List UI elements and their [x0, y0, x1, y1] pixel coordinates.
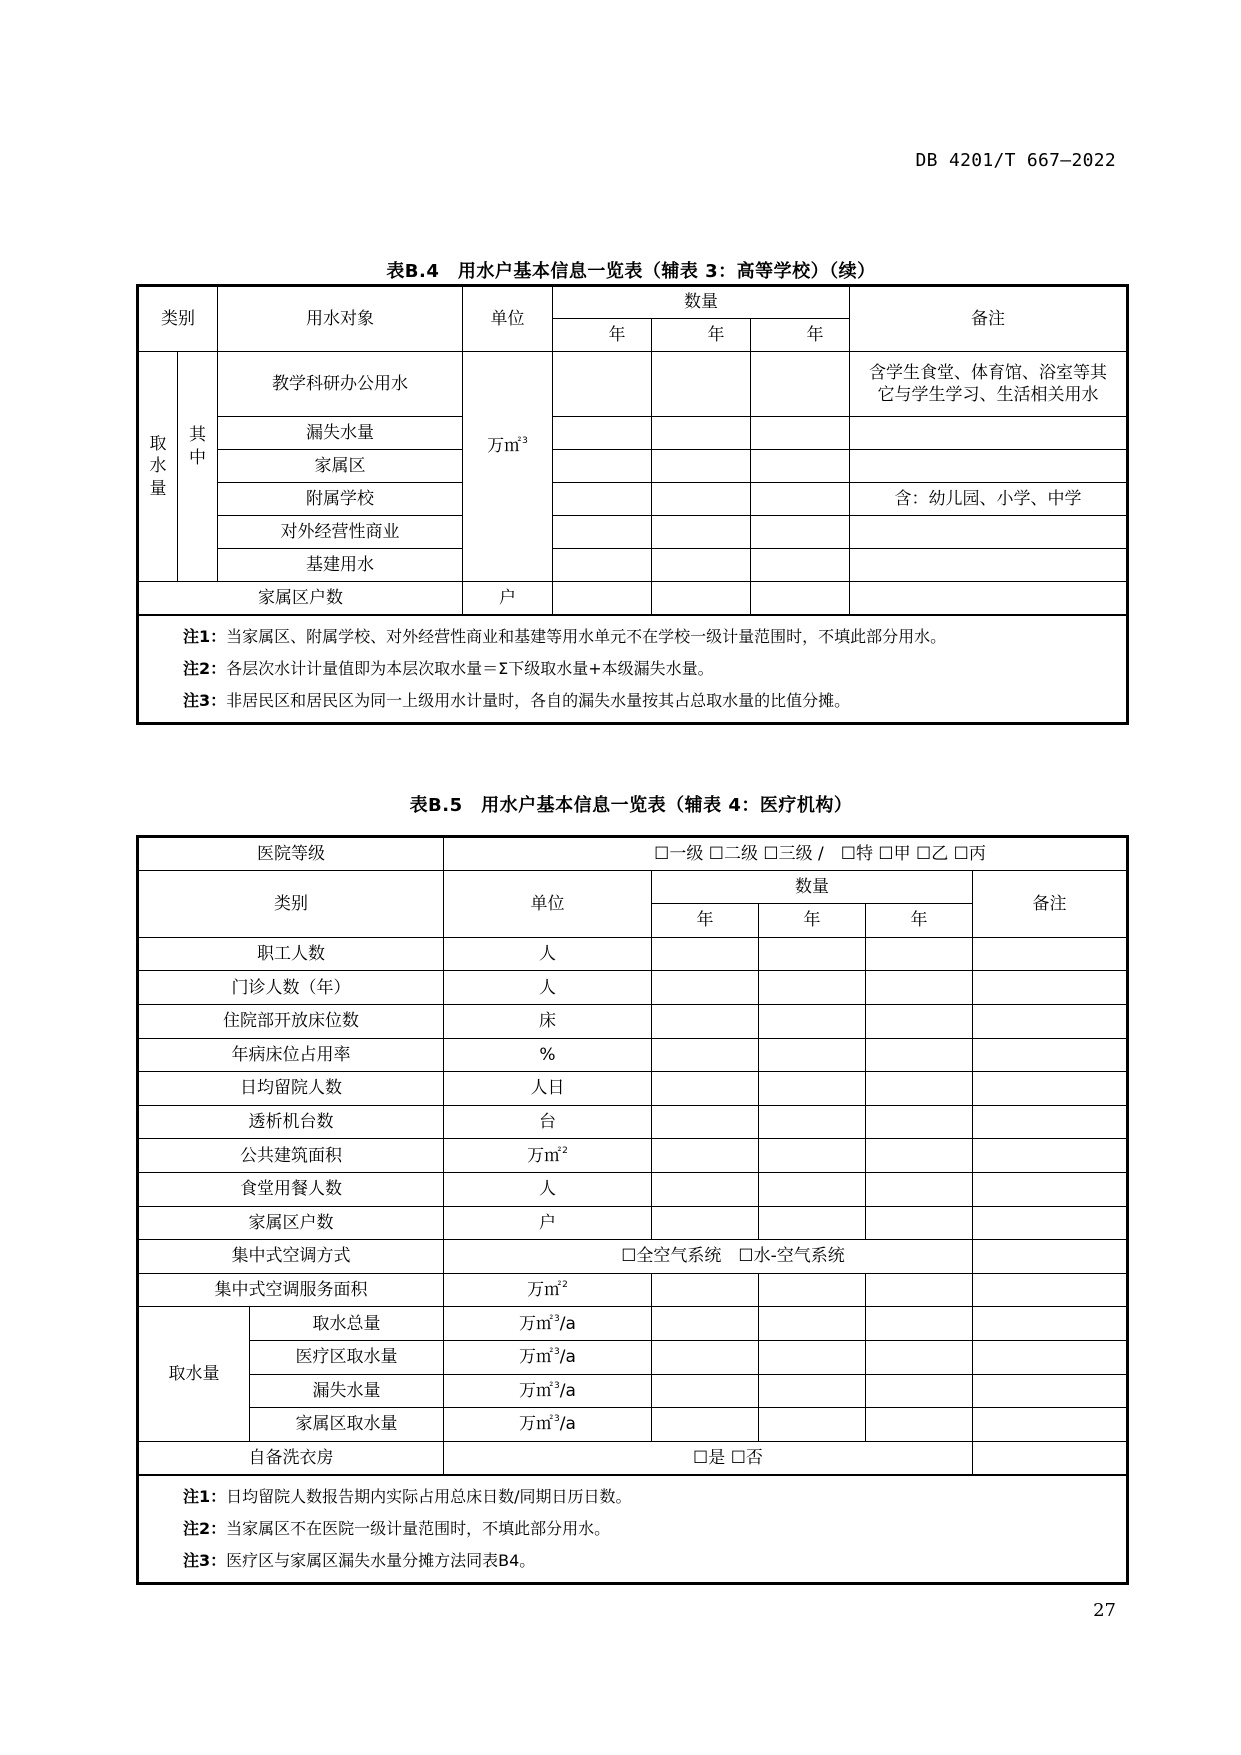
- data-cell[interactable]: [751, 417, 850, 450]
- data-cell[interactable]: [652, 1273, 759, 1307]
- remark-cell: [973, 1374, 1128, 1408]
- data-cell[interactable]: [759, 1004, 866, 1038]
- note-3: 注3：医疗区与家属区漏失水量分摊方法同表B4。: [183, 1550, 536, 1570]
- row-label: 取水总量: [250, 1307, 444, 1341]
- group-label-water-intake: 取 水 量: [138, 352, 178, 582]
- remark-cell: [973, 1139, 1128, 1173]
- row-label: 公共建筑面积: [138, 1139, 444, 1173]
- data-cell[interactable]: [652, 1408, 759, 1442]
- data-cell[interactable]: [866, 1172, 973, 1206]
- remark-cell: [973, 1004, 1128, 1038]
- remark-cell: [973, 971, 1128, 1005]
- remark-cell: [973, 1240, 1128, 1274]
- data-cell[interactable]: [866, 1374, 973, 1408]
- ac-area-label: 集中式空调服务面积: [138, 1273, 444, 1307]
- row-label: 漏失水量: [250, 1374, 444, 1408]
- data-cell[interactable]: [866, 1105, 973, 1139]
- data-cell[interactable]: [759, 1139, 866, 1173]
- data-cell[interactable]: [553, 483, 652, 516]
- page-number: 27: [1093, 1600, 1116, 1621]
- sub-label-among: 其 中: [178, 352, 218, 582]
- data-cell[interactable]: [751, 549, 850, 582]
- remark-cell: [973, 1206, 1128, 1240]
- data-cell[interactable]: [553, 352, 652, 417]
- row-label: 家属区户数: [138, 1206, 444, 1240]
- object-cell: 对外经营性商业: [218, 516, 463, 549]
- remark-cell: 含学生食堂、体育馆、浴室等其 它与学生学习、生活相关用水: [850, 352, 1128, 417]
- object-cell: 附属学校: [218, 483, 463, 516]
- remark-cell: [973, 1340, 1128, 1374]
- data-cell[interactable]: [652, 1105, 759, 1139]
- remark-cell: [850, 549, 1128, 582]
- data-cell[interactable]: [652, 1206, 759, 1240]
- row-label: 门诊人数（年）: [138, 971, 444, 1005]
- header-year: 年: [652, 319, 751, 352]
- remark-cell: [973, 1038, 1128, 1072]
- data-cell[interactable]: [652, 417, 751, 450]
- header-year: 年: [751, 319, 850, 352]
- object-cell: 基建用水: [218, 549, 463, 582]
- header-category: 类别: [138, 870, 444, 937]
- data-cell[interactable]: [759, 1072, 866, 1106]
- table-b4-caption: 表B.4 用水户基本信息一览表（辅表 3：高等学校）（续）: [386, 261, 876, 282]
- data-cell[interactable]: [652, 582, 751, 615]
- data-cell[interactable]: [751, 450, 850, 483]
- unit-cell: 床: [444, 1004, 652, 1038]
- remark-cell: [850, 417, 1128, 450]
- header-category: 类别: [138, 286, 218, 352]
- data-cell[interactable]: [553, 549, 652, 582]
- header-quantity: 数量: [652, 870, 973, 904]
- laundry-label: 自备洗衣房: [138, 1441, 444, 1475]
- data-cell[interactable]: [751, 352, 850, 417]
- note-2: 注2：当家属区不在医院一级计量范围时，不填此部分用水。: [183, 1518, 611, 1538]
- data-cell[interactable]: [759, 1374, 866, 1408]
- remark-cell: [850, 450, 1128, 483]
- table-b4: [136, 284, 1129, 725]
- intake-group-label: 取水量: [138, 1307, 250, 1441]
- row-label: 日均留院人数: [138, 1072, 444, 1106]
- header-year: 年: [652, 904, 759, 938]
- remark-cell: [973, 1273, 1128, 1307]
- row-label: 家属区取水量: [250, 1408, 444, 1442]
- data-cell[interactable]: [866, 937, 973, 971]
- data-cell[interactable]: [652, 1374, 759, 1408]
- header-year: 年: [553, 319, 652, 352]
- unit-cell: 台: [444, 1105, 652, 1139]
- remark-cell: [973, 937, 1128, 971]
- remark-cell: [973, 1072, 1128, 1106]
- hospital-grade-label: 医院等级: [138, 837, 444, 871]
- unit-cell: 人: [444, 971, 652, 1005]
- data-cell[interactable]: [866, 1139, 973, 1173]
- data-cell[interactable]: [652, 1004, 759, 1038]
- data-cell[interactable]: [553, 516, 652, 549]
- data-cell[interactable]: [553, 582, 652, 615]
- data-cell[interactable]: [759, 971, 866, 1005]
- note-1: 注1：日均留院人数报告期内实际占用总床日数/同期日历日数。: [183, 1486, 632, 1506]
- laundry-options[interactable]: ☐是 ☐否: [444, 1441, 973, 1475]
- households-unit: 户: [463, 582, 553, 615]
- data-cell[interactable]: [751, 582, 850, 615]
- object-cell: 教学科研办公用水: [218, 352, 463, 417]
- data-cell[interactable]: [866, 1206, 973, 1240]
- data-cell[interactable]: [866, 1408, 973, 1442]
- data-cell[interactable]: [652, 549, 751, 582]
- object-cell: 家属区: [218, 450, 463, 483]
- data-cell[interactable]: [652, 1072, 759, 1106]
- ac-mode-options[interactable]: ☐全空气系统 ☐水-空气系统: [444, 1240, 973, 1274]
- remark-cell: [973, 1105, 1128, 1139]
- note-2: 注2：各层次水计计量值即为本层次取水量＝Σ下级取水量+本级漏失水量。: [183, 658, 714, 678]
- ac-mode-label: 集中式空调方式: [138, 1240, 444, 1274]
- unit-cell: 万㎡$^3$/a: [444, 1374, 652, 1408]
- table-b4-notes: [138, 615, 1128, 724]
- row-label: 食堂用餐人数: [138, 1172, 444, 1206]
- remark-cell: [850, 582, 1128, 615]
- remark-cell: [973, 1408, 1128, 1442]
- data-cell[interactable]: [652, 971, 759, 1005]
- row-label: 住院部开放床位数: [138, 1004, 444, 1038]
- note-1: 注1：当家属区、附属学校、对外经营性商业和基建等用水单元不在学校一级计量范围时，不填此部分用水。: [183, 626, 947, 646]
- data-cell[interactable]: [652, 483, 751, 516]
- data-cell[interactable]: [866, 1273, 973, 1307]
- data-cell[interactable]: [866, 1340, 973, 1374]
- note-3: 注3：非居民区和居民区为同一上级用水计量时，各自的漏失水量按其占总取水量的比值分摊。: [183, 690, 851, 710]
- data-cell[interactable]: [553, 450, 652, 483]
- table-b5-caption: 表B.5 用水户基本信息一览表（辅表 4：医疗机构）: [409, 795, 853, 816]
- data-cell[interactable]: [553, 417, 652, 450]
- data-cell[interactable]: [866, 1004, 973, 1038]
- data-cell[interactable]: [866, 971, 973, 1005]
- header-remarks: 备注: [850, 286, 1128, 352]
- unit-cell: 万㎡$^3$/a: [444, 1408, 652, 1442]
- header-year: 年: [866, 904, 973, 938]
- data-cell[interactable]: [652, 1307, 759, 1341]
- data-cell[interactable]: [759, 1038, 866, 1072]
- data-cell[interactable]: [652, 1172, 759, 1206]
- data-cell[interactable]: [751, 483, 850, 516]
- data-cell[interactable]: [759, 1206, 866, 1240]
- data-cell[interactable]: [759, 1273, 866, 1307]
- unit-cell: 人日: [444, 1072, 652, 1106]
- row-label: 透析机台数: [138, 1105, 444, 1139]
- data-cell[interactable]: [759, 1307, 866, 1341]
- data-cell[interactable]: [652, 1340, 759, 1374]
- remark-cell: [973, 1172, 1128, 1206]
- data-cell[interactable]: [759, 937, 866, 971]
- row-label: 年病床位占用率: [138, 1038, 444, 1072]
- unit-cell: 户: [444, 1206, 652, 1240]
- header-unit: 单位: [463, 286, 553, 352]
- data-cell[interactable]: [652, 450, 751, 483]
- header-remarks: 备注: [973, 870, 1128, 937]
- row-label: 职工人数: [138, 937, 444, 971]
- data-cell[interactable]: [759, 1408, 866, 1442]
- households-label: 家属区户数: [138, 582, 463, 615]
- remark-cell: [973, 1307, 1128, 1341]
- unit-cell: 人: [444, 937, 652, 971]
- data-cell[interactable]: [652, 1038, 759, 1072]
- unit-cell: 万㎡$^3$/a: [444, 1340, 652, 1374]
- data-cell[interactable]: [759, 1340, 866, 1374]
- unit-cell: 万㎡$^2$: [444, 1139, 652, 1173]
- data-cell[interactable]: [751, 516, 850, 549]
- unit-cell: %: [444, 1038, 652, 1072]
- object-cell: 漏失水量: [218, 417, 463, 450]
- row-label: 医疗区取水量: [250, 1340, 444, 1374]
- remark-cell: [850, 516, 1128, 549]
- data-cell[interactable]: [652, 352, 751, 417]
- data-cell[interactable]: [759, 1105, 866, 1139]
- header-unit: 单位: [444, 870, 652, 937]
- remark-cell: [973, 1441, 1128, 1475]
- data-cell[interactable]: [866, 1038, 973, 1072]
- document-code: DB 4201/T 667—2022: [915, 150, 1116, 171]
- data-cell[interactable]: [866, 1072, 973, 1106]
- remark-cell: 含：幼儿园、小学、中学: [850, 483, 1128, 516]
- header-quantity: 数量: [553, 286, 850, 319]
- table-b5: [136, 835, 1129, 1585]
- unit-cell: 万㎡$^3$/a: [444, 1307, 652, 1341]
- unit-cell: 万㎡$^2$: [444, 1273, 652, 1307]
- hospital-grade-options[interactable]: ☐一级 ☐二级 ☐三级 / ☐特 ☐甲 ☐乙 ☐丙: [444, 837, 1128, 871]
- data-cell[interactable]: [652, 1139, 759, 1173]
- data-cell[interactable]: [652, 937, 759, 971]
- data-cell[interactable]: [866, 1307, 973, 1341]
- table-b5-notes: [138, 1475, 1128, 1584]
- data-cell[interactable]: [652, 516, 751, 549]
- header-object: 用水对象: [218, 286, 463, 352]
- header-year: 年: [759, 904, 866, 938]
- unit-cell: 万㎡$^3$: [463, 352, 553, 582]
- data-cell[interactable]: [759, 1172, 866, 1206]
- unit-cell: 人: [444, 1172, 652, 1206]
